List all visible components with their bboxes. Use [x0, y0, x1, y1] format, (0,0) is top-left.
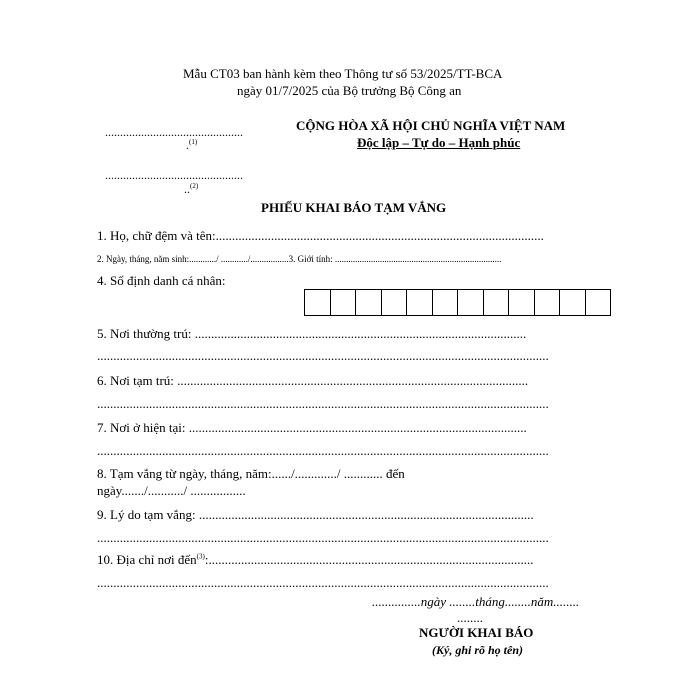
field-current-residence: 7. Nơi ở hiện tại: ........................................................................................................: [97, 420, 527, 435]
nation-motto: Độc lập – Tự do – Hạnh phúc: [357, 135, 521, 150]
id-cell[interactable]: [356, 290, 382, 315]
field-full-name: 1. Họ, chữ đệm và tên:.....................................................................................................: [97, 228, 544, 243]
document-title: PHIẾU KHAI BÁO TẠM VẮNG: [261, 200, 447, 215]
id-cell[interactable]: [484, 290, 510, 315]
signature-role: NGƯỜI KHAI BÁO: [419, 625, 534, 640]
signature-note: (Ký, ghi rõ họ tên): [432, 643, 524, 657]
footnote-1: (1): [189, 138, 198, 146]
field-current-residence-cont: ...........................................................................................................................................: [97, 443, 549, 458]
id-cell[interactable]: [535, 290, 561, 315]
form-reference: Mẫu CT03 ban hành kèm theo Thông tư số 53/2025/TT-BCA: [183, 66, 503, 81]
id-cell[interactable]: [458, 290, 484, 315]
form-reference-date: ngày 01/7/2025 của Bộ trưởng Bộ Công an: [237, 83, 462, 98]
id-cell[interactable]: [305, 290, 331, 315]
footnote-3: (3): [196, 552, 205, 561]
agency-mark-2: [184, 182, 198, 197]
id-cell[interactable]: [382, 290, 408, 315]
field-absence-period: 8. Tạm vắng từ ngày, tháng, năm:....../............./ ............ đến: [97, 466, 405, 481]
field-temporary-residence-cont: ...........................................................................................................................................: [97, 396, 549, 411]
field-id-label: 4. Số định danh cá nhân:: [97, 273, 226, 288]
agency-mark-2-dots: ..: [184, 182, 190, 196]
footnote-2: (2): [190, 182, 199, 190]
field-destination: [97, 552, 533, 568]
field-destination-cont: ...........................................................................................................................................: [97, 575, 549, 590]
agency-mark-1-dot: .: [186, 138, 189, 152]
nation-title: CỘNG HÒA XÃ HỘI CHỦ NGHĨA VIỆT NAM: [296, 118, 566, 133]
id-cell[interactable]: [560, 290, 586, 315]
field-absence-reason-cont: ...........................................................................................................................................: [97, 530, 549, 545]
id-cell[interactable]: [407, 290, 433, 315]
id-cell[interactable]: [433, 290, 459, 315]
signature-dots: ........: [457, 610, 483, 625]
agency-line-2: ..............................................: [105, 168, 243, 182]
id-cell[interactable]: [509, 290, 535, 315]
agency-mark-1: [186, 138, 197, 153]
signature-date: ...............ngày ........tháng........năm........: [372, 594, 580, 609]
id-number-boxes[interactable]: [304, 289, 611, 316]
field-dob-gender: 2. Ngày, tháng, năm sinh:............/ ............/.................3. Giới tính: ..........................................................................: [97, 254, 502, 264]
field-temporary-residence: 6. Nơi tạm trú: ............................................................................................................: [97, 373, 529, 388]
field-permanent-residence: 5. Nơi thường trú: ......................................................................................................: [97, 326, 527, 341]
id-cell[interactable]: [586, 290, 611, 315]
agency-line-1: ..............................................: [105, 125, 243, 139]
field-destination-dots: :....................................................................................................: [204, 552, 534, 567]
field-permanent-residence-cont: ...........................................................................................................................................: [97, 348, 549, 363]
field-absence-period-end: ngày......./.........../ .................: [97, 483, 246, 498]
field-destination-label: 10. Địa chỉ nơi đến: [97, 552, 197, 567]
field-absence-reason: 9. Lý do tạm vắng: .......................................................................................................: [97, 507, 534, 522]
id-cell[interactable]: [331, 290, 357, 315]
